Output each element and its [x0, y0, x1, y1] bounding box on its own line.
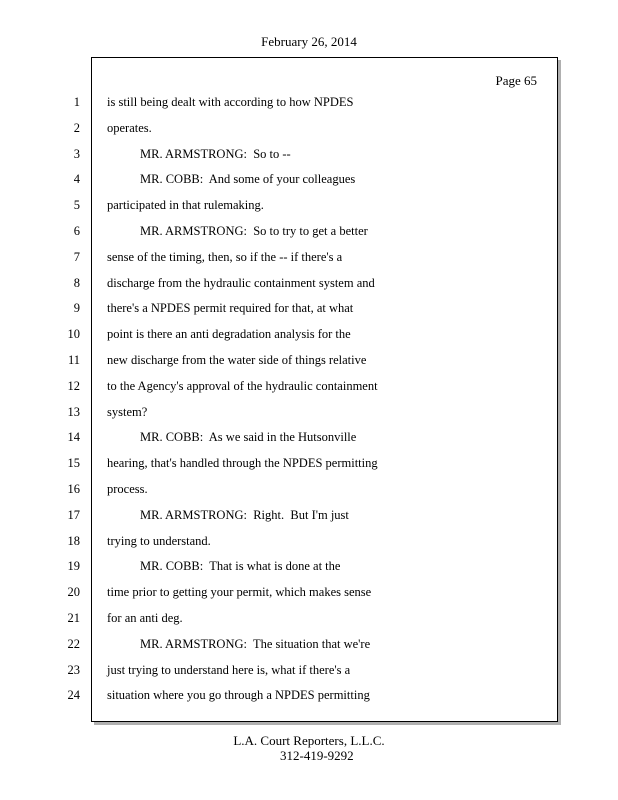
transcript-line: to the Agency's approval of the hydraulic containment: [107, 378, 378, 393]
line-number: 18: [67, 533, 80, 548]
page-number: Page 65: [495, 73, 537, 88]
line-number: 2: [73, 120, 80, 135]
line-number: 3: [73, 146, 80, 161]
line-number: 1: [73, 95, 80, 109]
line-number: 10: [67, 327, 80, 342]
transcript-line: MR. COBB: That is what is done at the: [140, 559, 341, 574]
transcript-date: February 26, 2014: [261, 34, 357, 49]
transcript-line: MR. ARMSTRONG: So to try to get a better: [140, 223, 368, 238]
line-number: 15: [67, 456, 80, 471]
transcript-line: MR. ARMSTRONG: Right. But I'm just: [140, 507, 349, 522]
line-number: 19: [67, 559, 80, 574]
line-number: 21: [67, 610, 80, 625]
transcript-line: MR. COBB: And some of your colleagues: [140, 172, 356, 187]
line-number: 8: [73, 275, 80, 290]
line-number: 14: [67, 430, 80, 445]
line-number: 24: [67, 688, 80, 703]
transcript-line: sense of the timing, then, so if the -- if there's a: [107, 249, 343, 264]
line-number: 7: [73, 249, 80, 264]
transcript-line: time prior to getting your permit, which makes sense: [107, 585, 372, 600]
transcript-line: just trying to understand here is, what if there's a: [107, 662, 351, 677]
line-number: 13: [67, 404, 80, 419]
transcript-line: MR. COBB: As we said in the Hutsonville: [140, 430, 357, 445]
line-number: 4: [73, 172, 80, 187]
line-number: 17: [67, 507, 80, 522]
line-number: 5: [73, 198, 80, 213]
transcript-line: trying to understand.: [107, 533, 211, 548]
transcript-line: situation where you go through a NPDES permitting: [107, 688, 370, 703]
transcript-line: MR. ARMSTRONG: The situation that we're: [140, 636, 371, 651]
transcript-line: MR. ARMSTRONG: So to --: [140, 146, 291, 161]
transcript-line: process.: [107, 481, 148, 496]
court-reporter-company: L.A. Court Reporters, L.L.C.: [233, 733, 385, 748]
line-number: 6: [73, 223, 80, 238]
line-number: 12: [67, 378, 80, 393]
transcript-line: operates.: [107, 120, 152, 135]
page-footer: [0, 733, 618, 763]
transcript-line: point is there an anti degradation analysis for the: [107, 327, 351, 342]
transcript-line: hearing, that's handled through the NPDES permitting: [107, 456, 378, 471]
court-reporter-phone: 312-419-9292: [280, 748, 354, 763]
line-number: 16: [67, 481, 80, 496]
transcript-line: for an anti deg.: [107, 610, 183, 625]
transcript-line: new discharge from the water side of things relative: [107, 352, 367, 367]
transcript-line: discharge from the hydraulic containment system and: [107, 275, 375, 290]
line-number: 9: [73, 301, 80, 316]
line-number: 22: [67, 636, 80, 651]
transcript-line: there's a NPDES permit required for that, at what: [107, 301, 354, 316]
transcript-line: participated in that rulemaking.: [107, 198, 264, 213]
line-number: 20: [67, 585, 80, 600]
transcript-line: is still being dealt with according to how NPDES: [107, 95, 354, 109]
line-number: 23: [67, 662, 80, 677]
transcript-text: [107, 94, 537, 713]
line-number-column: [50, 94, 80, 713]
line-number: 11: [67, 352, 80, 367]
transcript-line: system?: [107, 404, 148, 419]
